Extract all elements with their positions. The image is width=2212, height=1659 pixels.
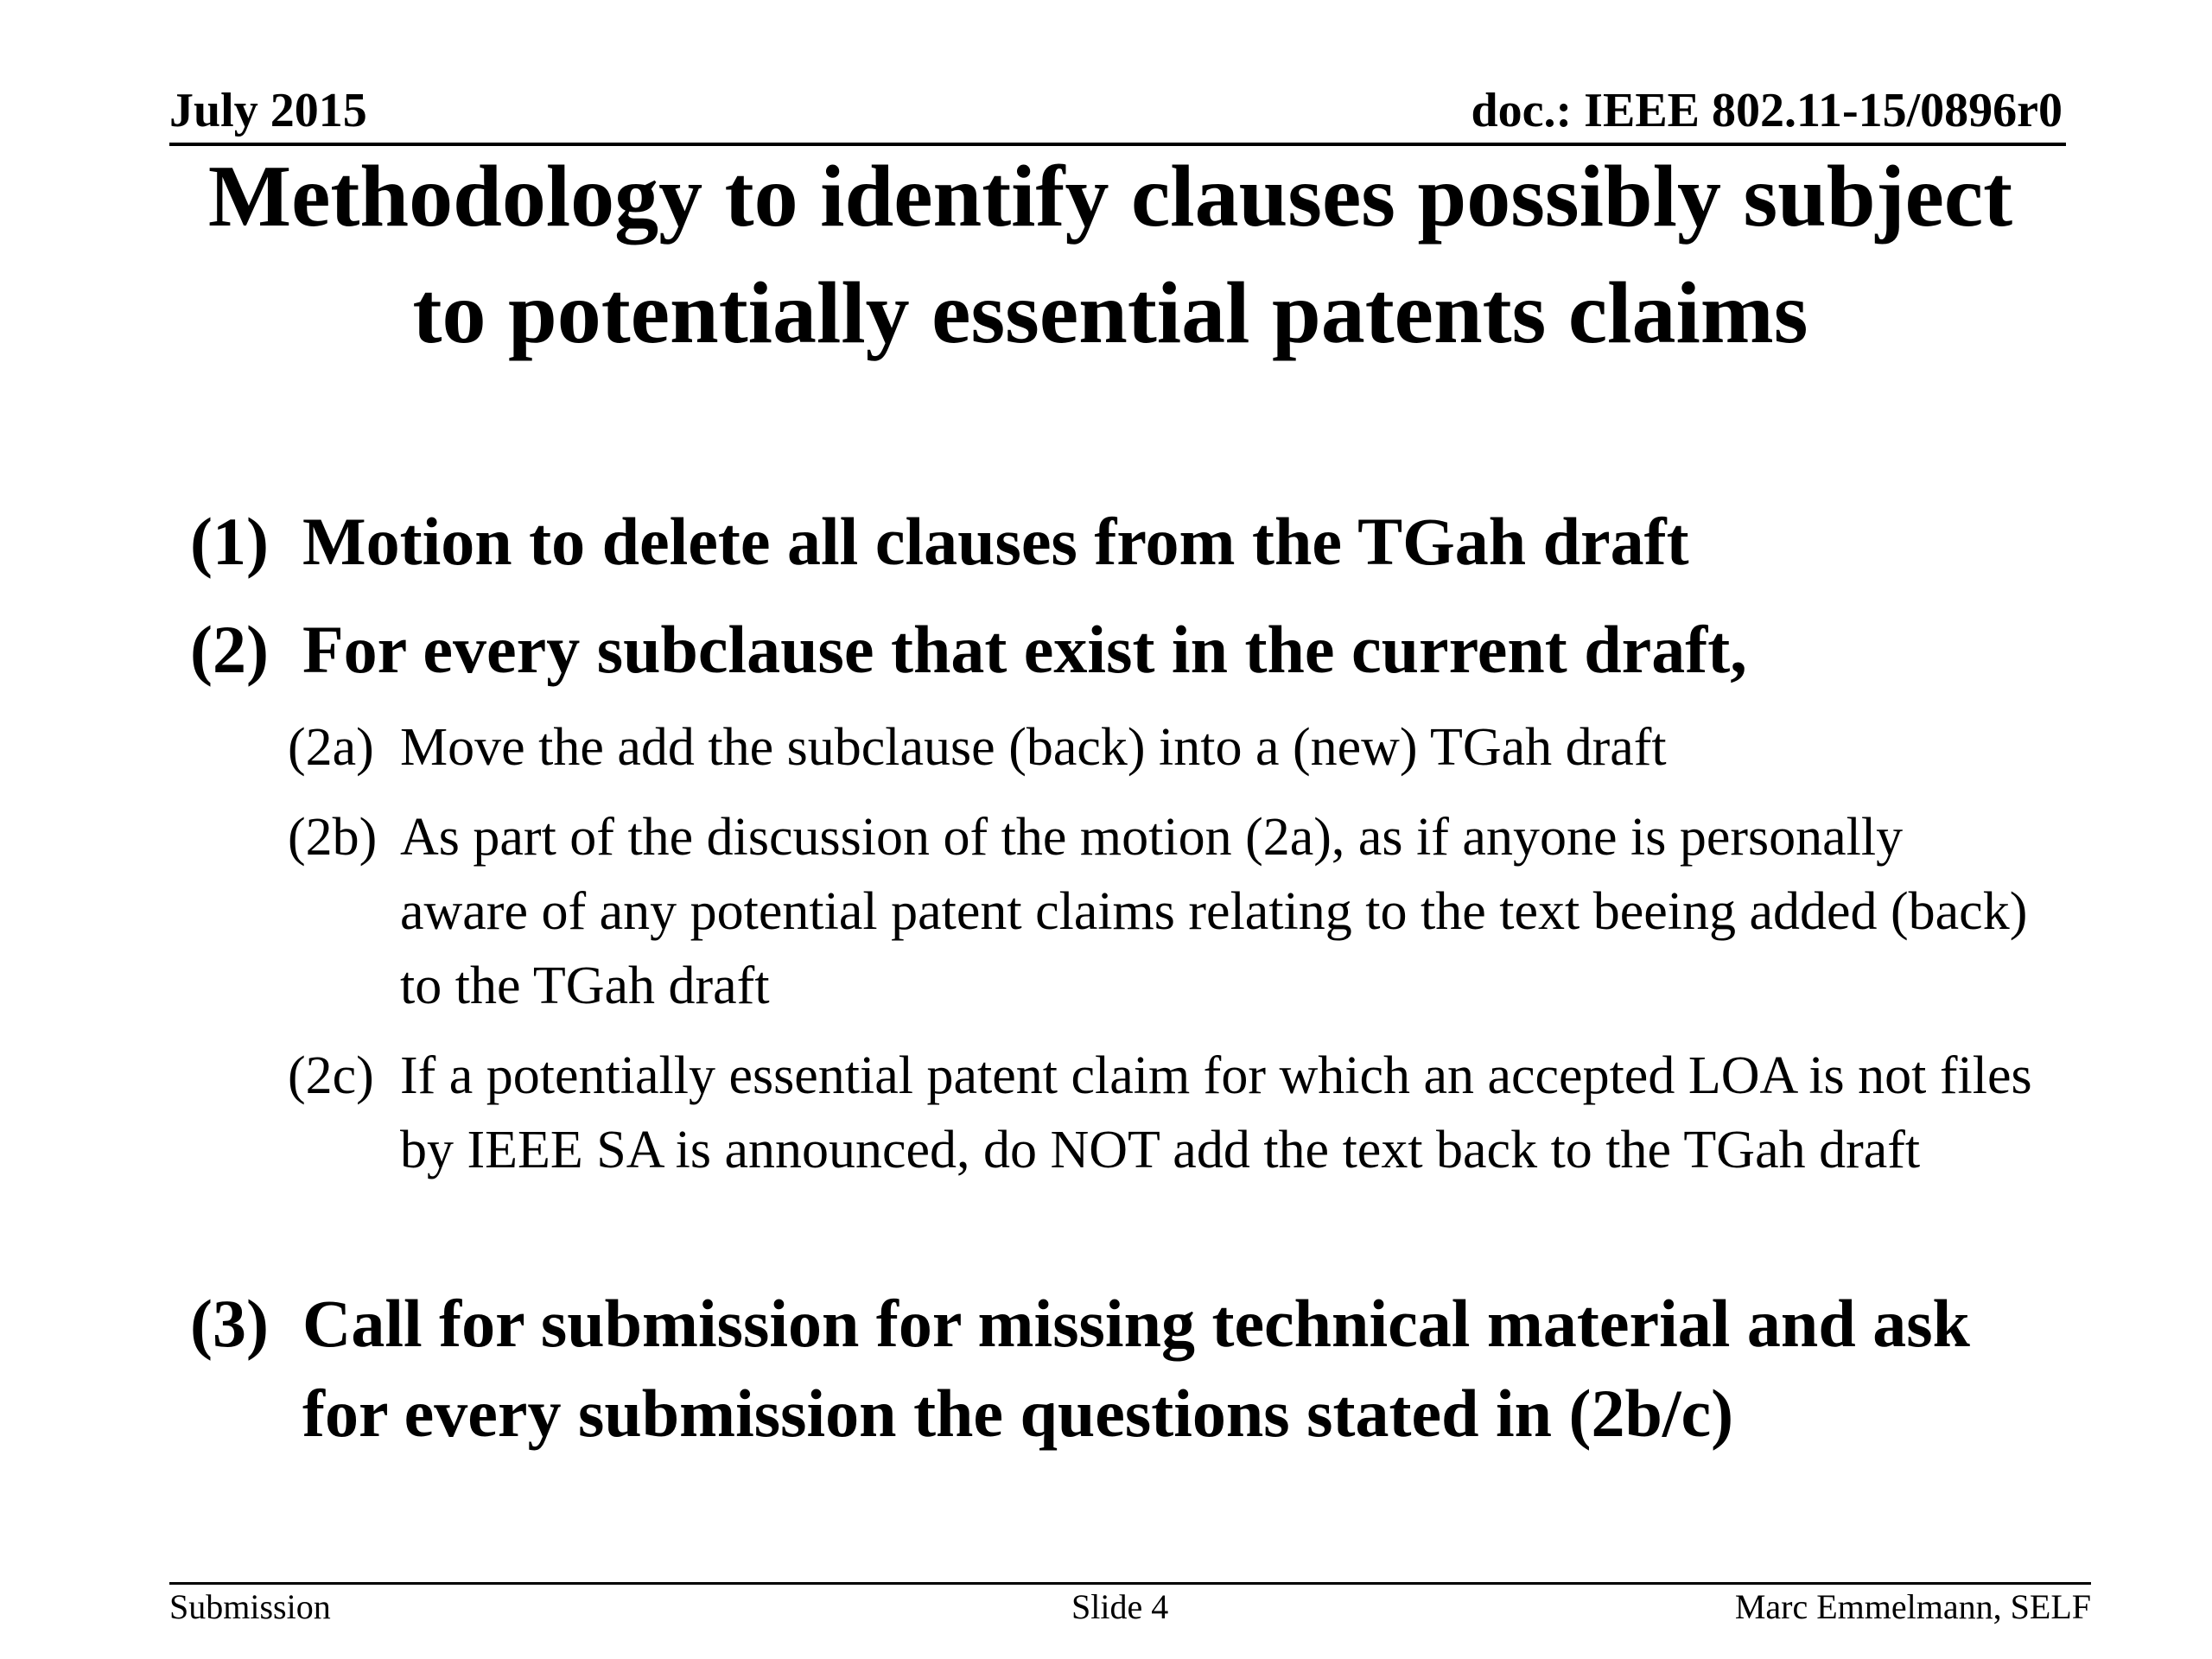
list-item-number: (3) bbox=[190, 1286, 269, 1361]
list-item-number: (2b) bbox=[288, 808, 378, 867]
list-item-number: (2) bbox=[190, 612, 269, 687]
list-item-text: Move the add the subclause (back) into a (new) TGah draft bbox=[400, 718, 1667, 777]
header-date: July 2015 bbox=[169, 84, 367, 137]
list-item-2b bbox=[288, 800, 2042, 1023]
list-item-text: Call for submission for missing technical material and ask for every submission the questions stated in (2b/c) bbox=[302, 1286, 1970, 1451]
list-item-3 bbox=[190, 1279, 2039, 1459]
footer-divider bbox=[169, 1582, 2091, 1585]
list-item-1 bbox=[190, 497, 2056, 587]
slide-title: Methodology to identify clauses possibly subject to potentially essential patents claims bbox=[207, 148, 2013, 362]
footer-author: Marc Emmelmann, SELF bbox=[1734, 1587, 2091, 1626]
footer-slide-number: Slide 4 bbox=[1071, 1587, 1169, 1626]
list-item-2 bbox=[190, 605, 2056, 695]
list-item-text: As part of the discussion of the motion (2a), as if anyone is personally aware of any potential patent claims relating to the text beeing added (back) to the TGah draft bbox=[400, 808, 2028, 1015]
header-doc-id: doc.: IEEE 802.11-15/0896r0 bbox=[1471, 84, 2063, 137]
footer-submission: Submission bbox=[169, 1587, 331, 1626]
list-item-number: (2c) bbox=[288, 1046, 374, 1105]
list-item-text: For every subclause that exist in the current draft, bbox=[302, 612, 1747, 687]
list-item-number: (2a) bbox=[288, 718, 374, 777]
list-item-2a bbox=[288, 710, 2059, 785]
list-item-text: Motion to delete all clauses from the TGah draft bbox=[302, 504, 1689, 579]
list-item-number: (1) bbox=[190, 504, 269, 579]
list-item-text: If a potentially essential patent claim for which an accepted LOA is not files by IEEE SA is announced, do NOT add the text back to the TGah draft bbox=[400, 1046, 2032, 1179]
list-item-2c bbox=[288, 1039, 2042, 1187]
